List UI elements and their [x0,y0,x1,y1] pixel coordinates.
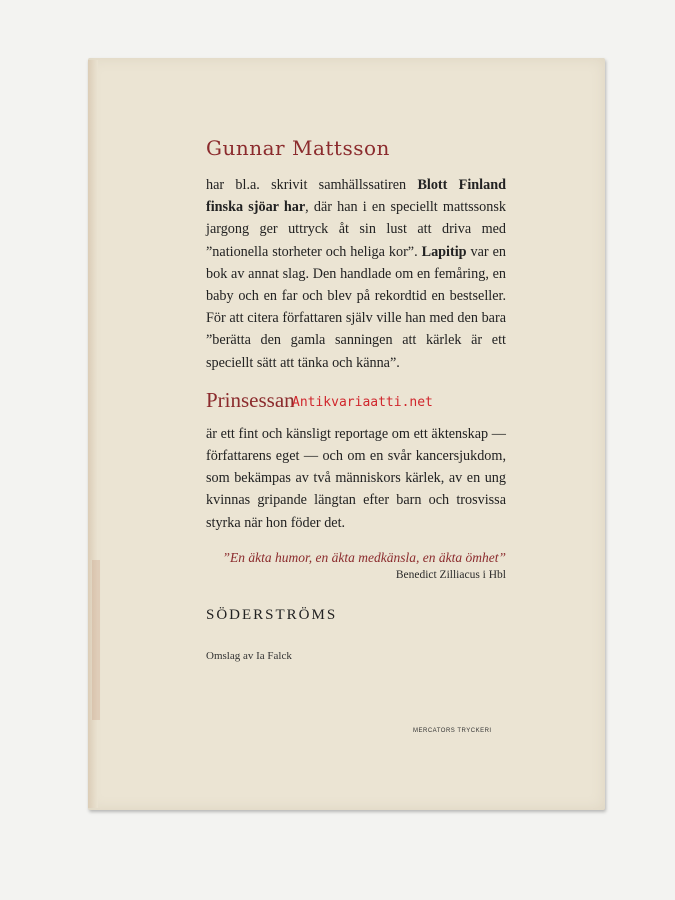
book-description: är ett fint och känsligt reportage om ett äktenskap — författarens eget — och om en svår kancersjukdom, som bekämpas av två människors kärlek, av en ung kvinnas gripande längtan efter barn och trosvissa styrka när hon föder det. [206,425,506,531]
cover-stain [92,560,100,720]
author-name: Gunnar Mattsson [206,136,390,160]
printer-name: MERCATORS TRYCKERI [413,728,492,734]
book-title: Prinsessan [206,387,295,412]
review-quote: ”En äkta humor, en äkta medkänsla, en äkta ömhet” [222,549,506,565]
cover-credit: Omslag av Ia Falck [206,649,292,662]
book-title-lapitip: Lapitip [421,243,467,260]
book-title-blott-finland: Blott Finland finska sjöar har [206,177,506,216]
author-bio: har bl.a. skrivit samhällssatiren Blott Finland finska sjöar har, där han i en speciellt mattssonsk jargong ger uttryck åt sin lust att driva med ”nationella storheter och heliga kor”. Lapitip var en bok av annat slag. Den handlade om en femåring, en baby och en far och blev på rekordtid en bestseller. För att citera författaren själv ville han med den bara ”berätta den gamla sanningen att kärlek är ett speciellt sätt att tänka och känna”. [206,177,506,371]
watermark: Antikvariaatti.net [292,395,433,410]
quote-attribution: Benedict Zilliacus i Hbl [395,568,506,581]
publisher-name: SÖDERSTRÖMS [206,606,338,623]
